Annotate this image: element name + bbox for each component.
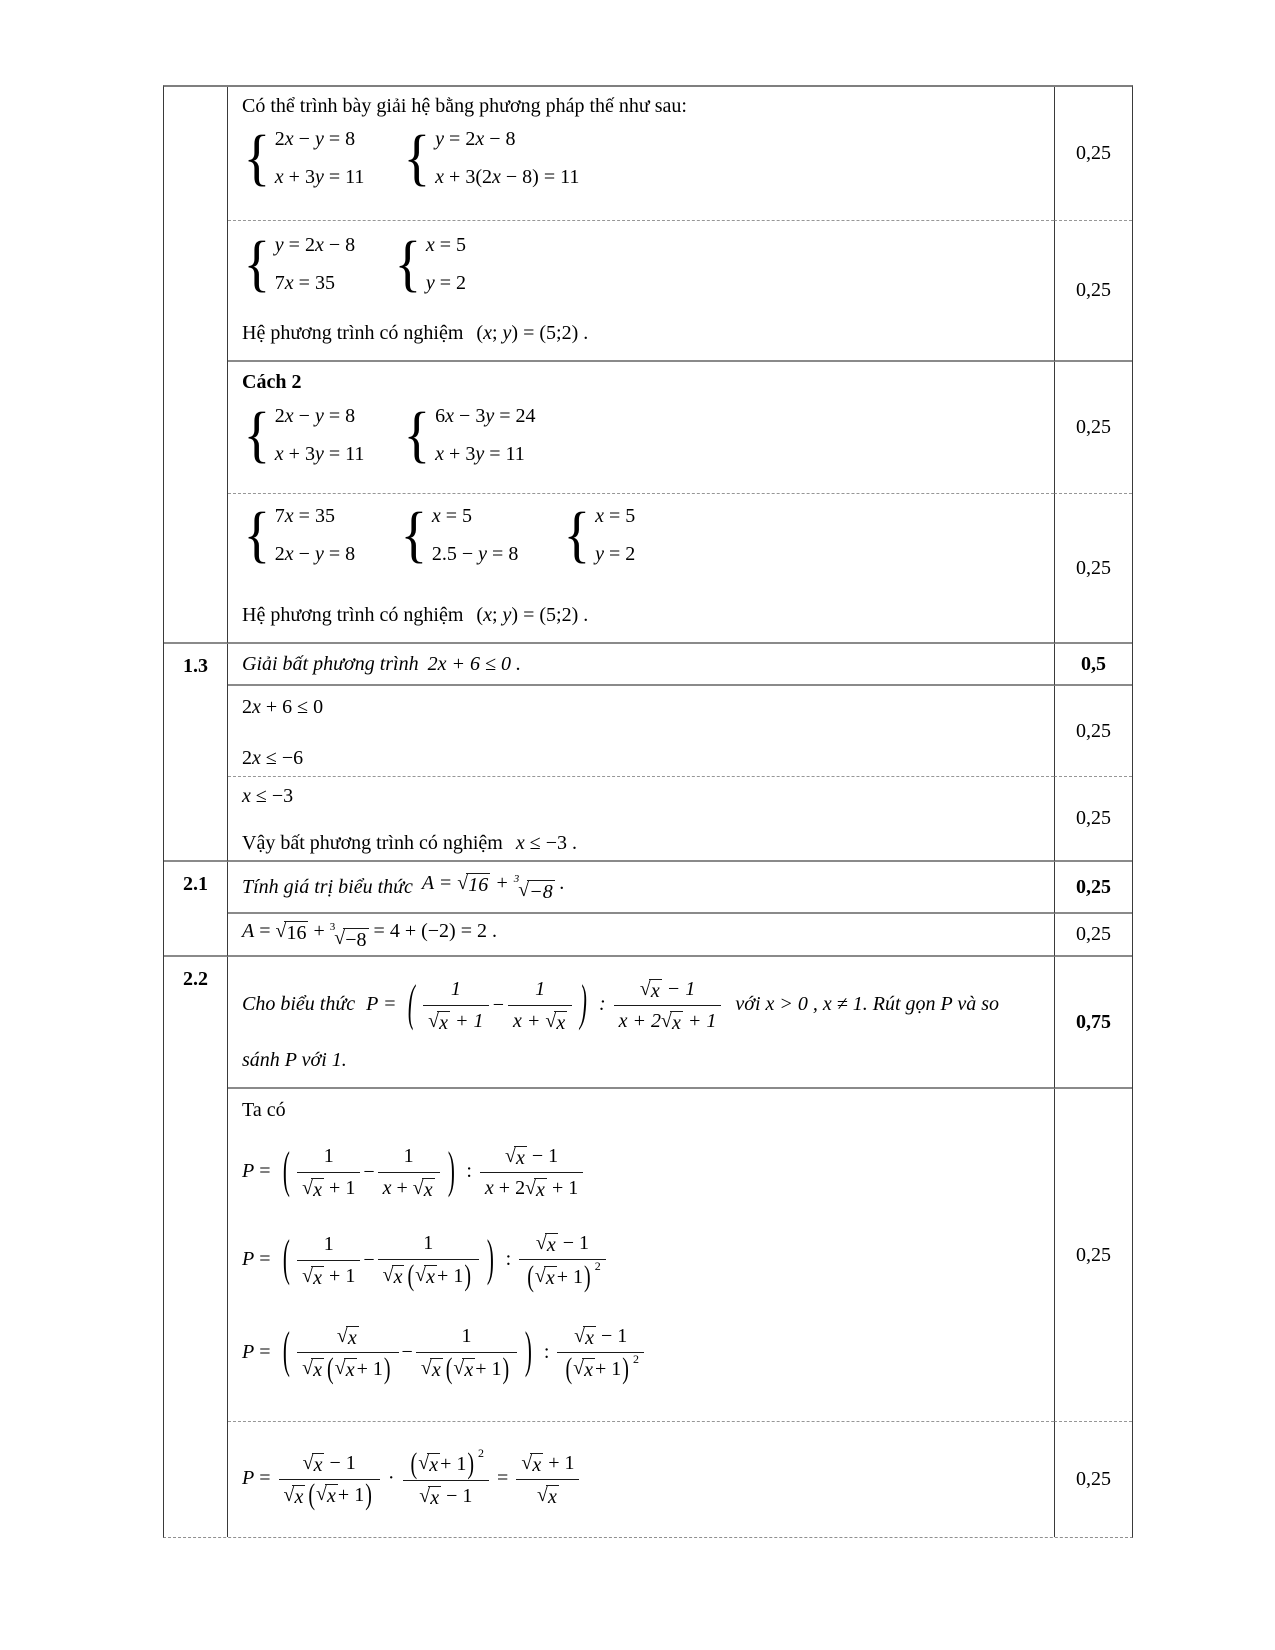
equation: P = √ x − 1 √ x ( √ x + 1 ) · ( √ x + 1 ) $^2$ √ x − 1 = √ x + 1 √ x xyxy=(242,1450,582,1509)
question-text: Giải bất phương trình xyxy=(242,652,419,675)
question-math: A = √ 16 + 3 √ −8 . xyxy=(421,872,565,903)
solution-text: Có thể trình bày giải hệ bằng phương pháp thế như sau: xyxy=(242,95,687,117)
equation: A = √ 16 + 3 √ −8 = 4 + (−2) = 2 . xyxy=(242,919,497,951)
equation: P = ( √ x √ x ( √ x + 1 ) − 1 √ x ( √ x + 1 ) ) : √ x − 1 ( √ x + 1 ) $^2$ xyxy=(242,1324,1054,1383)
points-value: 0,25 xyxy=(1076,142,1111,164)
points-value: 0,75 xyxy=(1076,1010,1111,1033)
answer-rubric-table xyxy=(163,85,1133,1538)
points-cell xyxy=(1054,494,1132,644)
solution-row xyxy=(228,1422,1054,1537)
conclusion-text: Hệ phương trình có nghiệm xyxy=(242,322,464,344)
solution-row xyxy=(228,777,1054,862)
equation: x + 3y = 11 xyxy=(274,166,365,188)
equation-system xyxy=(242,400,365,469)
equation-line xyxy=(242,500,1054,569)
equation-system xyxy=(402,123,580,192)
equation: x = 5 xyxy=(595,505,636,527)
equation-line xyxy=(242,229,1054,298)
question-number: 2.2 xyxy=(183,968,208,990)
equation-line xyxy=(242,400,1054,469)
equation: x + 3y = 11 xyxy=(435,443,525,465)
conclusion-line xyxy=(242,603,1054,628)
points-cell xyxy=(1054,644,1132,686)
conclusion-math: (x; y) = (5;2) . xyxy=(476,604,589,626)
equation: 2x ≤ −6 xyxy=(242,747,304,769)
equation: P = ( 1 √ x + 1 − 1 √ x ( √ x + 1 ) ) : √ x − 1 ( √ x + 1 ) $^2$ xyxy=(242,1231,1054,1290)
equation: 7x = 35 xyxy=(274,272,335,294)
equation: y = 2x − 8 xyxy=(274,234,356,256)
points-cell xyxy=(1054,1422,1132,1537)
equation-system xyxy=(562,500,636,569)
equation-system xyxy=(393,229,467,298)
question-header-row xyxy=(228,862,1054,914)
equation: 2x − y = 8 xyxy=(274,128,356,150)
equation: 2x − y = 8 xyxy=(274,405,356,427)
solution-text: Ta có xyxy=(242,1099,286,1121)
equation-system xyxy=(402,400,536,469)
left-brace-icon: { xyxy=(403,123,431,192)
solution-row xyxy=(228,87,1054,221)
equation: x ≤ −3 xyxy=(242,785,294,807)
points-cell xyxy=(1054,862,1132,914)
points-value: 0,25 xyxy=(1076,923,1111,945)
question-header-row xyxy=(228,644,1054,686)
solution-row xyxy=(228,494,1054,644)
equation: x + 3(2x − 8) = 11 xyxy=(435,166,580,188)
label-cell-2-2 xyxy=(164,957,228,1537)
conclusion-math: (x; y) = (5;2) . xyxy=(476,322,589,344)
left-brace-icon: { xyxy=(243,123,271,192)
points-cell xyxy=(1054,87,1132,221)
left-brace-icon: { xyxy=(243,400,271,469)
left-brace-icon: { xyxy=(243,500,271,569)
equation: P = ( 1 √ x + 1 − 1 x + √ x ) : √ x − 1 x + 2 √ x + 1 xyxy=(242,1144,1054,1201)
conclusion-line xyxy=(242,321,1054,346)
equation: x = 5 xyxy=(431,505,473,527)
left-brace-icon: { xyxy=(394,229,422,298)
equation-system xyxy=(242,500,356,569)
solution-row xyxy=(228,362,1054,494)
points-value: 0,25 xyxy=(1076,416,1111,438)
solution-row xyxy=(228,1089,1054,1422)
points-value: 0,25 xyxy=(1076,279,1111,301)
left-brace-icon: { xyxy=(243,229,271,298)
points-cell xyxy=(1054,362,1132,494)
equation: 6x − 3y = 24 xyxy=(435,405,536,427)
equation-line xyxy=(242,123,1054,192)
points-value: 0,25 xyxy=(1076,719,1111,742)
question-number: 1.3 xyxy=(183,655,208,677)
points-cell xyxy=(1054,914,1132,957)
question-text: Tính giá trị biểu thức xyxy=(242,875,413,898)
question-text: Cho biểu thức xyxy=(242,992,356,1015)
equation-system xyxy=(242,229,356,298)
equation: x + 3y = 11 xyxy=(274,443,365,465)
points-cell xyxy=(1054,686,1132,777)
solution-row xyxy=(228,686,1054,777)
solution-row xyxy=(228,221,1054,362)
points-value: 0,25 xyxy=(1076,807,1111,829)
equation: y = 2 xyxy=(425,272,467,294)
question-text: sánh P với 1. xyxy=(242,1048,347,1071)
equation: 2x + 6 ≤ 0 xyxy=(242,696,324,718)
equation: y = 2x − 8 xyxy=(435,128,516,150)
points-value: 0,5 xyxy=(1081,652,1106,675)
solution-row xyxy=(228,914,1054,957)
points-value: 0,25 xyxy=(1076,1468,1111,1490)
label-cell-1-3 xyxy=(164,644,228,862)
question-math: P = ( 1 √ x + 1 − 1 x + √ x ) : √ x − 1 x + 2 √ x + 1 xyxy=(366,993,724,1015)
left-brace-icon: { xyxy=(563,500,591,569)
conclusion-text: Vậy bất phương trình có nghiệm xyxy=(242,832,503,854)
equation: y = 2 xyxy=(595,543,636,565)
method-title: Cách 2 xyxy=(242,371,302,393)
question-number: 2.1 xyxy=(183,873,208,895)
left-brace-icon: { xyxy=(400,500,428,569)
label-cell-2-1 xyxy=(164,862,228,957)
equation-system xyxy=(399,500,519,569)
points-value: 0,25 xyxy=(1076,875,1111,898)
conclusion-line xyxy=(242,831,1054,856)
equation: 2x − y = 8 xyxy=(274,543,356,565)
left-brace-icon: { xyxy=(403,400,431,469)
question-header-row xyxy=(228,957,1054,1089)
points-cell xyxy=(1054,957,1132,1089)
points-value: 0,25 xyxy=(1076,556,1111,579)
points-cell xyxy=(1054,1089,1132,1422)
equation: 2.5 − y = 8 xyxy=(431,543,519,565)
points-cell xyxy=(1054,777,1132,862)
points-cell xyxy=(1054,221,1132,362)
conclusion-text: Hệ phương trình có nghiệm xyxy=(242,604,464,626)
equation: x = 5 xyxy=(425,234,467,256)
question-text: với x > 0 , x ≠ 1. Rút gọn P và so xyxy=(735,992,1000,1015)
conclusion-math: x ≤ −3 . xyxy=(515,832,577,854)
equation-system xyxy=(242,123,365,192)
label-cell-blank xyxy=(164,87,228,644)
points-value: 0,25 xyxy=(1076,1243,1111,1266)
question-line xyxy=(242,977,1054,1034)
question-math: 2x + 6 ≤ 0 . xyxy=(427,652,521,675)
equation: 7x = 35 xyxy=(274,505,335,527)
